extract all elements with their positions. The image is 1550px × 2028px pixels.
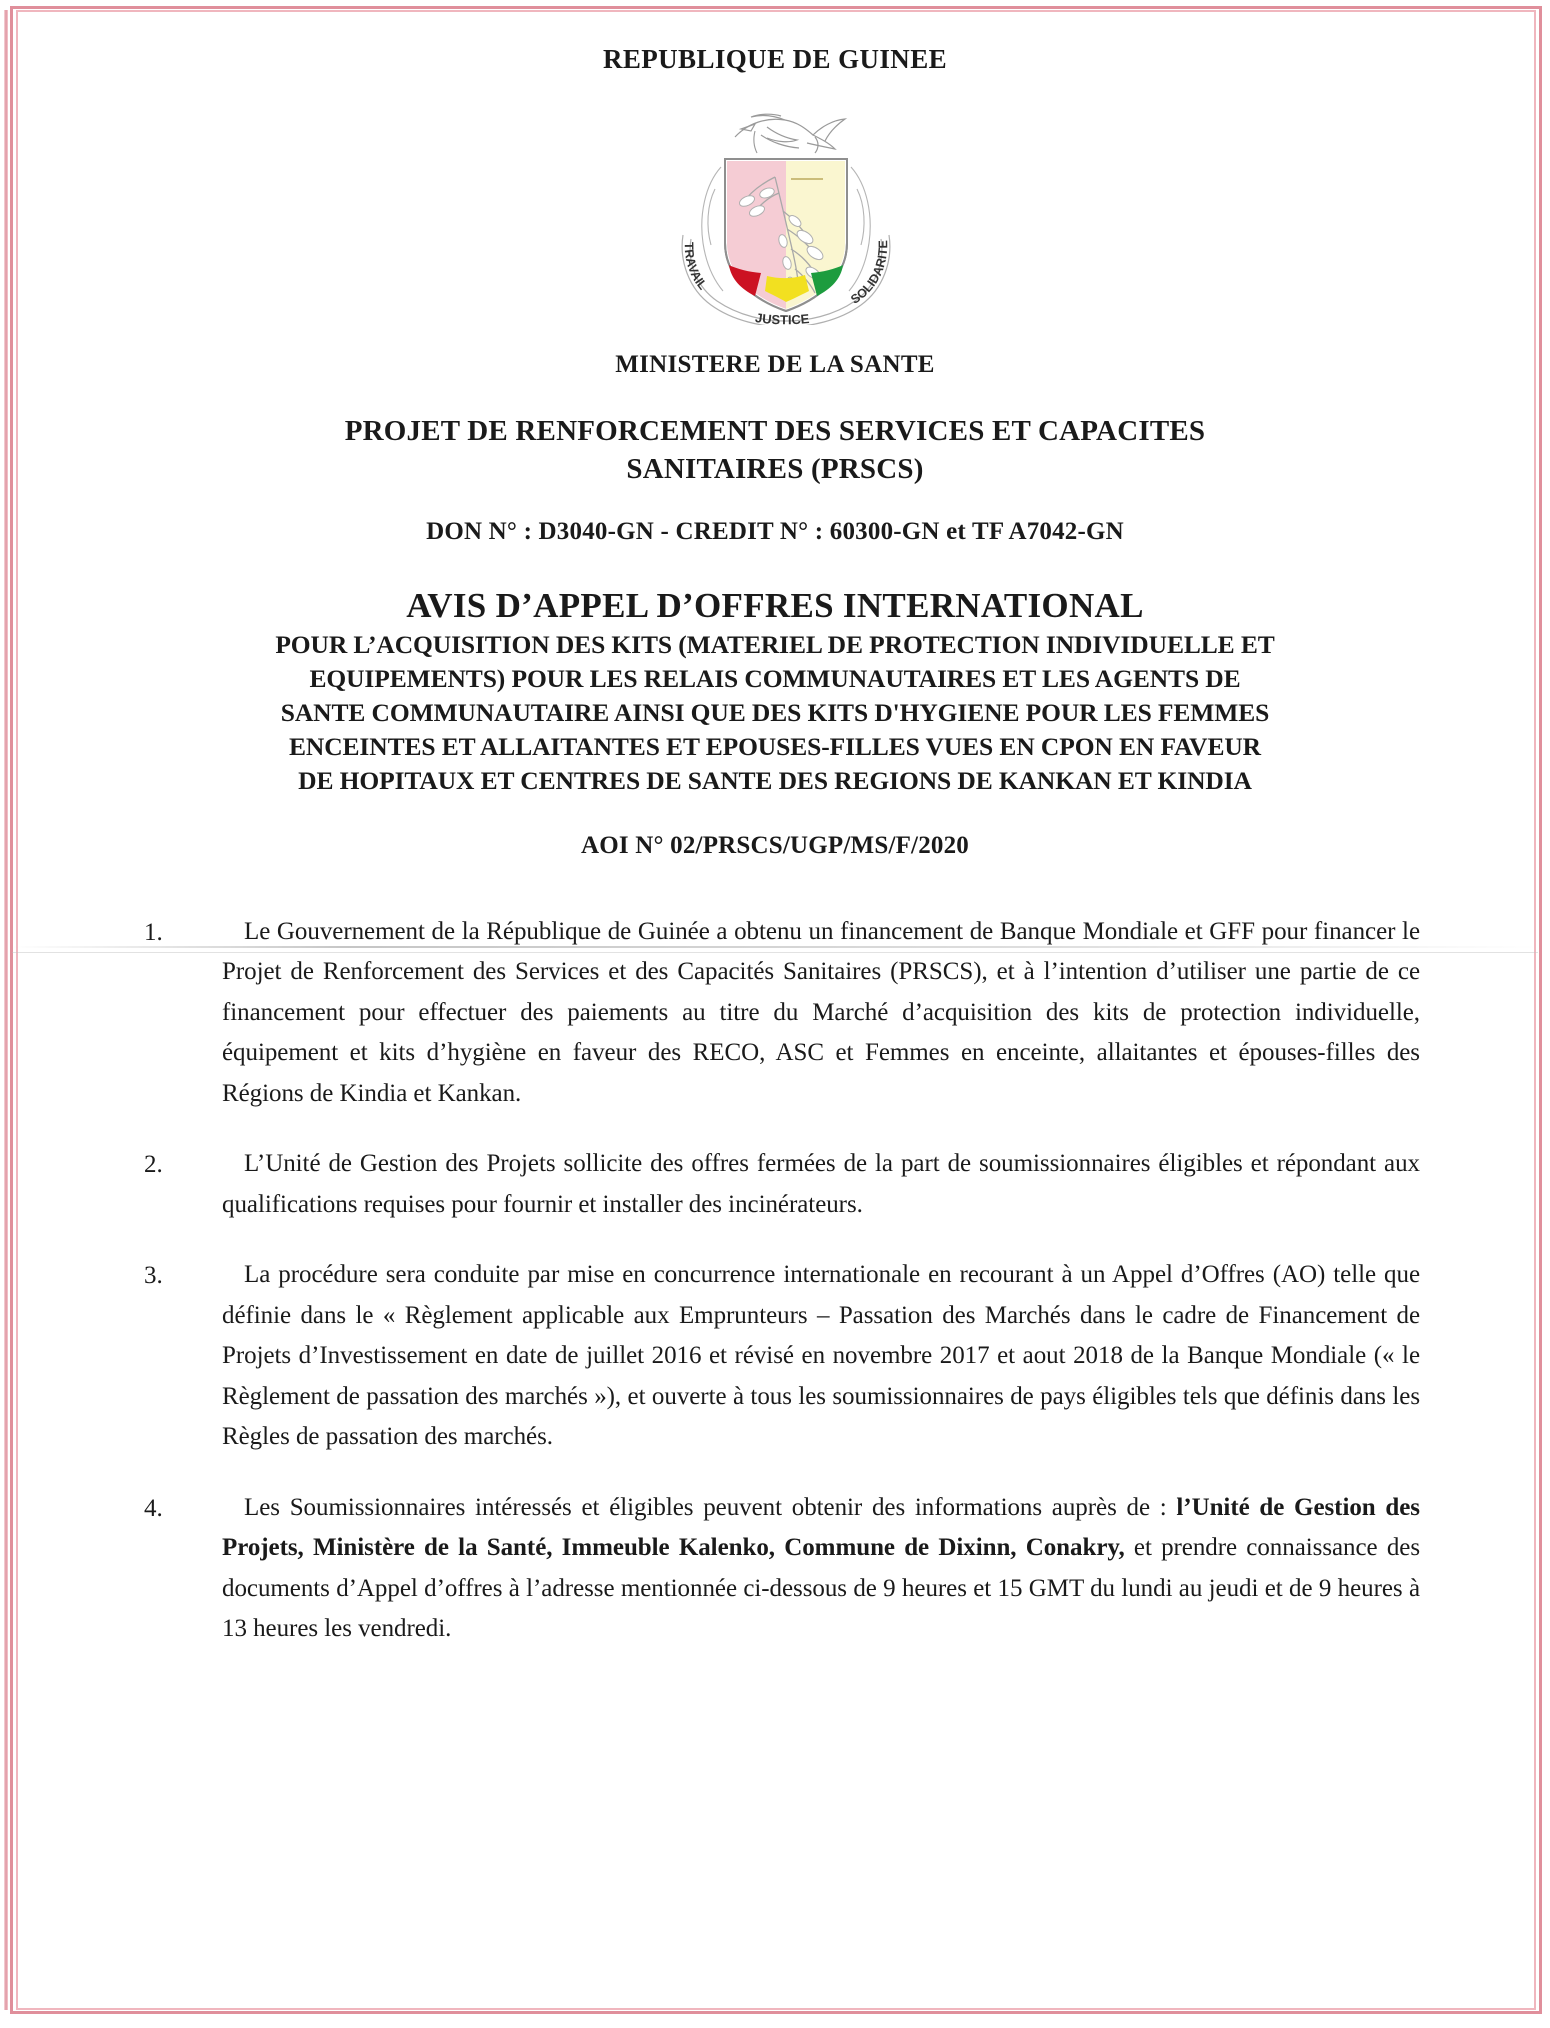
project-name (122, 413, 1428, 488)
clause-number: 3. (144, 1262, 163, 1290)
svg-text:JUSTICE: JUSTICE (754, 310, 810, 325)
country-title: REPUBLIQUE DE GUINEE (602, 44, 948, 74)
clause-text-intro: Les Soumissionnaires intéressés et éligibles peuvent obtenir des informations auprès de : (244, 1493, 1177, 1521)
notice-subtitle (122, 628, 1428, 798)
notice-subtitle-line-2: EQUIPEMENTS) POUR LES RELAIS COMMUNAUTAIRES ET LES AGENTS DE (309, 664, 1241, 694)
svg-text:SOLIDARITE: SOLIDARITE (848, 240, 891, 307)
clause-number: 4. (144, 1494, 163, 1522)
ministry-title: MINISTERE DE LA SANTE (615, 351, 935, 378)
notice-subtitle-line-4: ENCEINTES ET ALLAITANTES ET EPOUSES-FILLES VUES EN CPON EN FAVEUR (288, 732, 1261, 762)
guinea-coat-of-arms-icon (663, 93, 909, 325)
clause-item (144, 912, 1420, 1115)
notice-subtitle-line-3: SANTE COMMUNAUTAIRE AINSI QUE DES KITS D'HYGIENE POUR LES FEMMES (280, 698, 1270, 728)
coat-of-arms (144, 93, 1428, 325)
clause-text-outro: et prendre connaissance des documents d’Appel d’offres à l’adresse mentionnée ci-dessous de 9 heures et 15 GMT du lundi au jeudi et de 9 heures à 13 heures les vendredi. (222, 1534, 1421, 1643)
clauses-list (122, 912, 1428, 1650)
clause-item (144, 1255, 1420, 1458)
svg-text:TRAVAIL: TRAVAIL (681, 242, 710, 293)
scan-streak-artifact-2 (12, 952, 1538, 953)
notice-subtitle-line-1: POUR L’ACQUISITION DES KITS (MATERIEL DE PROTECTION INDIVIDUELLE ET (275, 630, 1275, 660)
clause-text: La procédure sera conduite par mise en concurrence internationale en recourant à un Appel d’Offres (AO) telle que définie dans le « Règlement applicable aux Emprunteurs – Passation des Marchés dans le cadre de Financement de Projets d’Investissement en date de juillet 2016 et révisé en novembre 2017 et aout 2018 de la Banque Mondiale (« le Règlement de passation des marchés »), et ouverte à tous les soumissionnaires de pays éligibles tels que définis dans les Règles de passation des marchés. (222, 1261, 1420, 1451)
tender-reference-number: AOI N° 02/PRSCS/UGP/MS/F/2020 (580, 831, 970, 859)
notice-subtitle-line-5: DE HOPITAUX ET CENTRES DE SANTE DES REGIONS DE KANKAN ET KINDIA (298, 766, 1252, 795)
clause-number: 1. (144, 918, 163, 946)
clause-item (144, 1144, 1420, 1225)
clause-number: 2. (144, 1151, 163, 1179)
notice-title: AVIS D’APPEL D’OFFRES INTERNATIONAL (406, 586, 1144, 626)
scan-streak-artifact (12, 946, 1538, 948)
project-name-line-2: SANITAIRES (PRSCS) (626, 452, 924, 485)
clause-text: Le Gouvernement de la République de Guinée a obtenu un financement de Banque Mondiale et GFF pour financer le Projet de Renforcement des Services et des Capacités Sanitaires (PRSCS), et à l’intention d’utiliser une partie de ce financement pour effectuer des paiements au titre du Marché d’acquisition des kits de protection individuelle, équipement et kits d’hygiène en faveur des RECO, ASC et Femmes en enceinte, allaitantes et épouses-filles des Régions de Kindia et Kankan. (222, 917, 1420, 1107)
clause-item (144, 1488, 1420, 1650)
clause-text: L’Unité de Gestion des Projets sollicite des offres fermées de la part de soumissionnaires éligibles et répondant aux qualifications requises pour fournir et installer des incinérateurs. (222, 1150, 1420, 1218)
funding-reference-line: DON N° : D3040-GN - CREDIT N° : 60300-GN et TF A7042-GN (426, 518, 1124, 546)
clause-text (222, 1488, 1420, 1650)
project-name-line-1: PROJET DE RENFORCEMENT DES SERVICES ET CAPACITES (344, 415, 1206, 447)
contact-address-bold: l’Unité de Gestion des Projets, Ministère de la Santé, Immeuble Kalenko, Commune de Dixinn, Conakry, (222, 1493, 1420, 1562)
